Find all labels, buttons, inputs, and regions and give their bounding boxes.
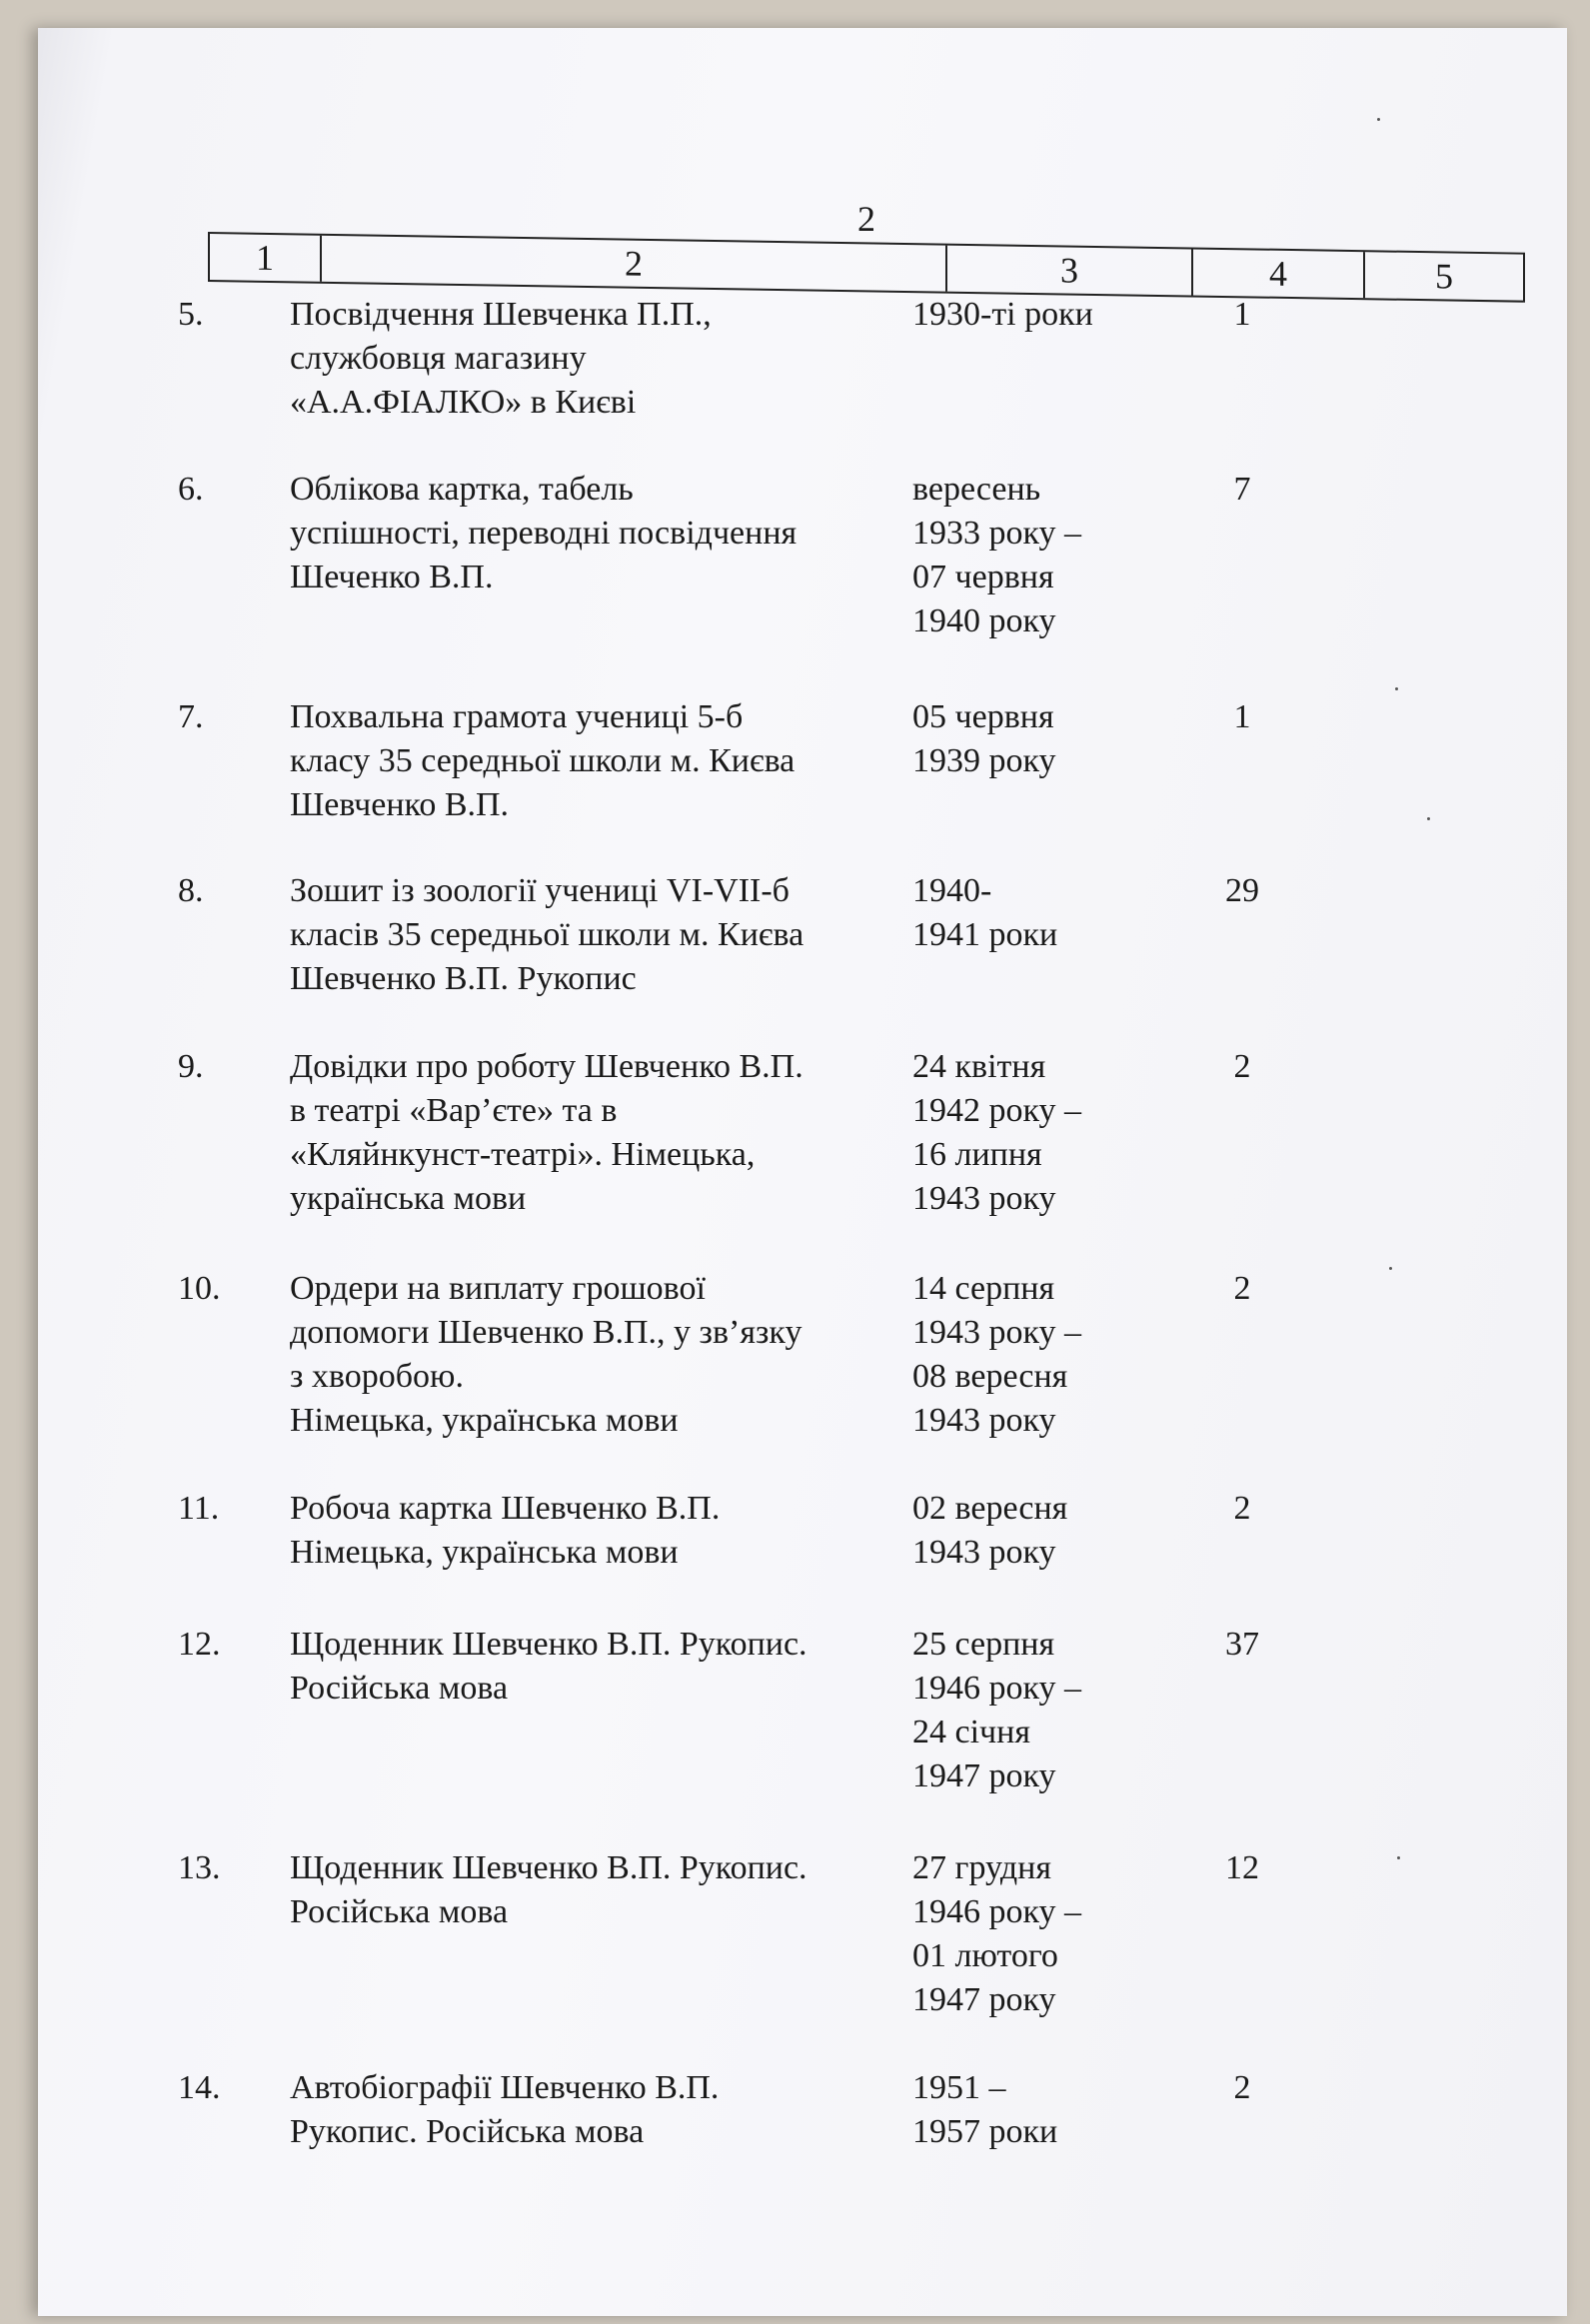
row-description: [290, 1267, 899, 1443]
description-line: Похвальна грамота учениці 5-б: [290, 698, 744, 735]
description-line: Російська мова: [290, 1893, 509, 1930]
row-page-count: 7: [1233, 471, 1251, 508]
description-line: успішності, переводні посвідчення: [290, 515, 797, 552]
row-number: 13.: [178, 1849, 221, 1886]
document-page: [38, 28, 1567, 2316]
description-line: Німецька, українська мови: [290, 1534, 679, 1571]
row-page-count: 12: [1225, 1849, 1259, 1886]
date-line: 08 вересня: [912, 1358, 1068, 1395]
date-line: 01 лютого: [912, 1937, 1058, 1974]
date-line: 25 серпня: [912, 1626, 1055, 1663]
description-line: Щоденник Шевченко В.П. Рукопис.: [290, 1849, 807, 1886]
date-line: 1947 року: [912, 1981, 1056, 2018]
row-date: [912, 695, 1132, 783]
row-page-count: 2: [1233, 1490, 1251, 1527]
row-number: 9.: [178, 1048, 204, 1085]
description-line: «Кляйнкунст-театрі». Німецька,: [290, 1136, 756, 1173]
date-line: 1943 року –: [912, 1314, 1082, 1351]
date-line: 1941 роки: [912, 916, 1058, 953]
description-line: Російська мова: [290, 1670, 509, 1707]
date-line: 1951 –: [912, 2069, 1006, 2106]
row-description: [290, 1623, 899, 1711]
speck: [1397, 1856, 1400, 1859]
description-line: Шевченко В.П. Рукопис: [290, 960, 637, 997]
header-col-2: 2: [322, 236, 947, 292]
date-line: 27 грудня: [912, 1849, 1051, 1886]
header-col-5: 5: [1435, 256, 1453, 297]
date-line: 1933 року –: [912, 515, 1082, 552]
date-line: 24 квітня: [912, 1048, 1046, 1085]
date-line: 1942 року –: [912, 1092, 1082, 1129]
description-line: класів 35 середньої школи м. Києва: [290, 916, 804, 953]
description-line: Довідки про роботу Шевченко В.П.: [290, 1048, 803, 1085]
row-date: [912, 1846, 1132, 2022]
row-number: 5.: [178, 296, 204, 333]
date-line: 1943 року: [912, 1402, 1056, 1439]
description-line: Рукопис. Російська мова: [290, 2113, 645, 2150]
row-number: 8.: [178, 872, 204, 909]
row-description: [290, 2066, 899, 2154]
row-page-count: 37: [1225, 1626, 1259, 1663]
speck: [1389, 1267, 1392, 1270]
row-page-count: 2: [1233, 2069, 1251, 2106]
row-date: [912, 293, 1132, 337]
row-date: [912, 2066, 1132, 2154]
row-page-count: 29: [1225, 872, 1259, 909]
row-description: [290, 293, 899, 425]
date-line: 1943 року: [912, 1180, 1056, 1217]
row-date: [912, 869, 1132, 957]
date-line: 1943 року: [912, 1534, 1056, 1571]
date-line: 16 липня: [912, 1136, 1042, 1173]
row-description: [290, 1045, 899, 1221]
date-line: 1930-ті роки: [912, 296, 1093, 333]
speck: [1395, 687, 1398, 690]
header-col-1: 1: [210, 234, 322, 282]
row-page-count: 1: [1233, 698, 1251, 735]
description-line: «А.А.ФІАЛКО» в Києві: [290, 384, 637, 421]
date-line: 1946 року –: [912, 1893, 1082, 1930]
row-number: 11.: [178, 1490, 220, 1527]
row-description: [290, 695, 899, 827]
description-line: Зошит із зоології учениці VI-VII-б: [290, 872, 790, 909]
description-line: службовця магазину: [290, 340, 587, 377]
row-date: [912, 1267, 1132, 1443]
date-line: 1957 роки: [912, 2113, 1058, 2150]
description-line: Шеченко В.П.: [290, 559, 494, 595]
row-number: 10.: [178, 1270, 221, 1307]
header-col-3: 3: [947, 246, 1193, 296]
date-line: 1940-: [912, 872, 992, 909]
description-line: допомоги Шевченко В.П., у зв’язку: [290, 1314, 802, 1351]
date-line: 14 серпня: [912, 1270, 1055, 1307]
description-line: Німецька, українська мови: [290, 1402, 679, 1439]
row-description: [290, 1846, 899, 1934]
row-date: [912, 1487, 1132, 1575]
description-line: Щоденник Шевченко В.П. Рукопис.: [290, 1626, 807, 1663]
row-description: [290, 869, 899, 1001]
description-line: Ордери на виплату грошової: [290, 1270, 706, 1307]
row-date: [912, 1045, 1132, 1221]
row-number: 14.: [178, 2069, 221, 2106]
row-date: [912, 468, 1132, 643]
header-col-4: 4: [1193, 249, 1365, 298]
date-line: 02 вересня: [912, 1490, 1068, 1527]
description-line: Шевченко В.П.: [290, 786, 510, 823]
date-line: вересень: [912, 471, 1041, 508]
date-line: 1940 року: [912, 602, 1056, 639]
description-line: в театрі «Вар’єте» та в: [290, 1092, 618, 1129]
description-line: Облікова картка, табель: [290, 471, 634, 508]
row-page-count: 1: [1233, 296, 1251, 333]
row-number: 6.: [178, 471, 204, 508]
date-line: 1947 року: [912, 1757, 1056, 1794]
date-line: 07 червня: [912, 559, 1054, 595]
row-page-count: 2: [1233, 1048, 1251, 1085]
row-description: [290, 468, 899, 599]
date-line: 24 січня: [912, 1714, 1030, 1750]
row-page-count: 2: [1233, 1270, 1251, 1307]
description-line: Робоча картка Шевченко В.П.: [290, 1490, 721, 1527]
speck: [1427, 817, 1430, 820]
row-description: [290, 1487, 899, 1575]
description-line: Посвідчення Шевченка П.П.,: [290, 296, 712, 333]
row-number: 12.: [178, 1626, 221, 1663]
description-line: українська мови: [290, 1180, 527, 1217]
speck: [1377, 118, 1380, 121]
row-date: [912, 1623, 1132, 1798]
description-line: з хворобою.: [290, 1358, 464, 1395]
row-number: 7.: [178, 698, 204, 735]
page-number: 2: [857, 199, 875, 239]
description-line: класу 35 середньої школи м. Києва: [290, 742, 795, 779]
date-line: 1946 року –: [912, 1670, 1082, 1707]
date-line: 1939 року: [912, 742, 1056, 779]
description-line: Автобіографії Шевченко В.П.: [290, 2069, 720, 2106]
date-line: 05 червня: [912, 698, 1054, 735]
